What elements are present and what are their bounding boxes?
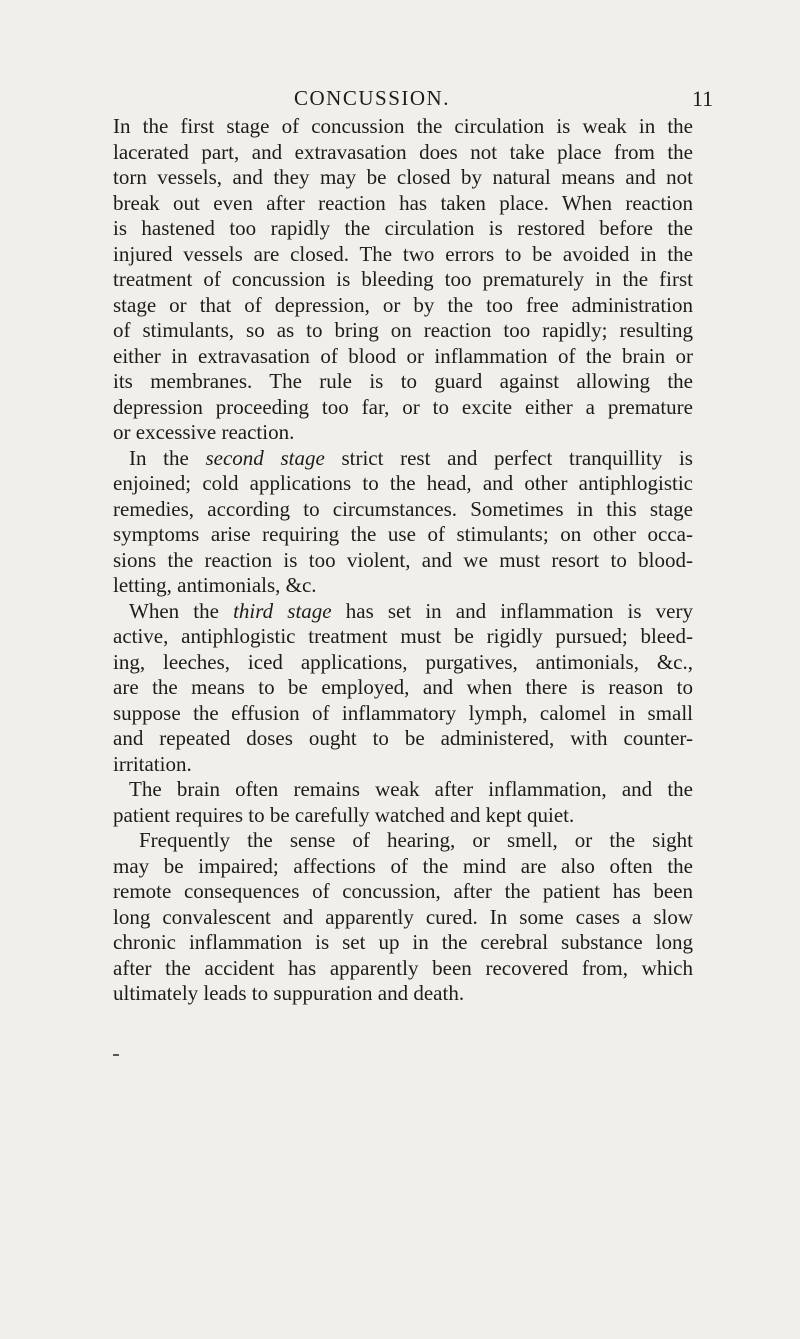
text-line: ultimately leads to suppuration and death. (113, 981, 465, 1005)
text-line: Frequently the sense of hearing, or smell, or the sight (139, 828, 693, 852)
text-line: depression proceeding too far, or to excite either a premature (113, 394, 693, 419)
emphasis-second-stage: second stage (205, 445, 325, 470)
text-line: are the means to be employed, and when there is reason to (113, 675, 693, 699)
text-line: stage or that of depression, or by the too free administration (113, 292, 693, 317)
text-line: symptoms arise requiring the use of stimulants; on other occa- (113, 522, 693, 546)
line-text: When the (129, 598, 234, 623)
emphasis-third-stage: third stage (233, 598, 332, 623)
text-line: enjoined; cold applications to the head, and other antiphlogistic (113, 471, 693, 495)
text-line: or excessive reaction. (113, 420, 295, 444)
line-text: strict rest and perfect tranquillity is (324, 445, 693, 470)
text-line: The brain often remains weak after inflammation, and the (129, 777, 693, 801)
text-line: after the accident has apparently been recovered from, which (113, 955, 693, 980)
text-line: remedies, according to circumstances. Sometimes in this stage (113, 496, 693, 521)
text-line: its membranes. The rule is to guard against allowing the (113, 369, 693, 393)
text-line: lacerated part, and extravasation does not take place from the (113, 139, 693, 164)
text-line: ing, leeches, iced applications, purgatives, antimonials, &c., (113, 649, 693, 674)
text-line: remote consequences of concussion, after the patient has been (113, 879, 693, 903)
text-line: either in extravasation of blood or inflammation of the brain or (113, 343, 693, 368)
text-line: injured vessels are closed. The two errors to be avoided in the (113, 241, 693, 266)
text-line: suppose the effusion of inflammatory lymph, calomel in small (113, 700, 693, 725)
body-text (113, 114, 693, 1007)
page-number: 11 (692, 86, 714, 111)
running-title: CONCUSSION. (294, 86, 450, 110)
text-line: treatment of concussion is bleeding too prematurely in the first (113, 267, 693, 291)
text-line: may be impaired; affections of the mind are also often the (113, 853, 693, 878)
text-line: of stimulants, so as to bring on reaction too rapidly; resulting (113, 318, 693, 342)
ink-speck (113, 1054, 119, 1056)
text-line: In the first stage of concussion the circulation is weak in the (113, 114, 693, 138)
line-text: In the (129, 445, 206, 470)
text-line: irritation. (113, 751, 192, 776)
text-line: patient requires to be carefully watched and kept quiet. (113, 802, 575, 827)
text-line: and repeated doses ought to be administered, with counter- (113, 726, 693, 750)
text-line: sions the reaction is too violent, and we must resort to blood- (113, 547, 693, 572)
text-line: letting, antimonials, &c. (113, 573, 317, 597)
line-text: has set in and inflammation is very (331, 598, 693, 623)
text-line: is hastened too rapidly the circulation is restored before the (113, 216, 693, 240)
text-line: active, antiphlogistic treatment must be rigidly pursued; bleed- (113, 624, 693, 648)
text-line: break out even after reaction has taken place. When reaction (113, 190, 693, 215)
text-line: long convalescent and apparently cured. In some cases a slow (113, 904, 693, 929)
running-head (0, 86, 800, 116)
text-line: torn vessels, and they may be closed by natural means and not (113, 165, 693, 189)
text-line: chronic inflammation is set up in the cerebral substance long (113, 930, 693, 954)
text-line (113, 446, 693, 472)
text-line (113, 599, 693, 625)
